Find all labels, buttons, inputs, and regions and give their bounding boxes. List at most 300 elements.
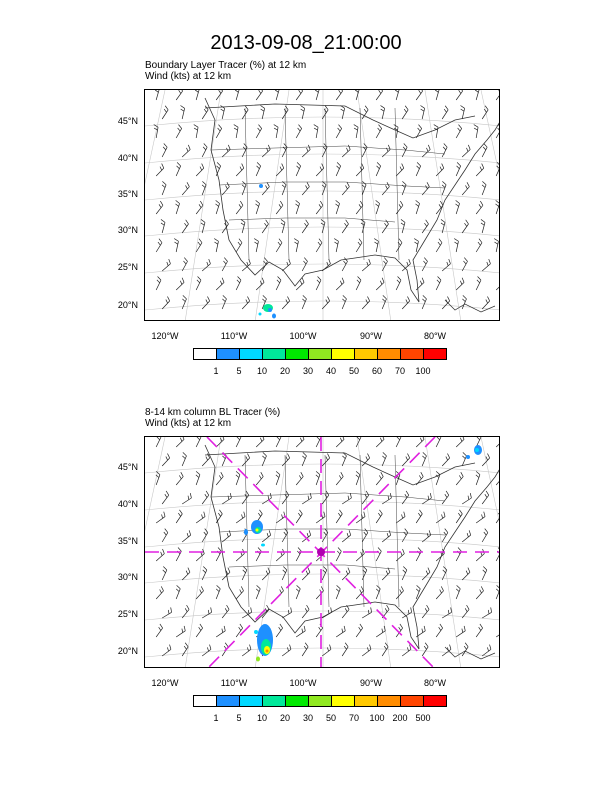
barb-shaft <box>336 514 342 523</box>
barb-shaft <box>482 612 491 618</box>
barb-flag <box>382 629 383 633</box>
wind-barb <box>396 437 401 447</box>
wind-barb <box>156 471 160 485</box>
barb-flag <box>407 647 408 651</box>
lat-label: 45°N <box>117 462 138 472</box>
barb-flag <box>225 608 227 611</box>
barb-flag <box>385 608 387 611</box>
barb-flag <box>261 472 263 476</box>
barb-flag <box>201 586 203 590</box>
barb-flag <box>406 491 409 495</box>
barb-flag <box>160 589 162 593</box>
barb-shaft <box>196 554 204 561</box>
barb-flag <box>170 645 171 650</box>
tracer-blob <box>261 544 265 547</box>
wind-barb <box>336 585 340 599</box>
barb-flag <box>299 475 301 478</box>
wind-barb <box>376 472 383 485</box>
barb-flag <box>457 585 461 588</box>
barb-flag <box>461 472 463 476</box>
barb-shaft <box>496 439 500 447</box>
barb-flag <box>346 571 348 575</box>
wind-barb <box>296 626 305 637</box>
wind-barb <box>356 512 365 523</box>
barb-shaft <box>356 628 362 637</box>
barb-shaft <box>296 631 305 637</box>
wind-barb <box>296 585 300 599</box>
barb-flag <box>251 607 252 612</box>
barb-flag <box>376 589 379 592</box>
barb-flag <box>288 610 289 614</box>
lon-label: 120°W <box>151 678 179 688</box>
barb-shaft <box>422 572 430 580</box>
barb-shaft <box>196 517 205 523</box>
barb-shaft <box>236 628 242 637</box>
barb-flag <box>363 566 366 570</box>
barb-flag <box>342 456 345 459</box>
wind-barb <box>282 607 291 618</box>
lat-label: 45°N <box>117 116 138 126</box>
barb-flag <box>282 514 283 518</box>
wind-barb <box>242 453 250 466</box>
barb-flag <box>356 471 360 474</box>
barb-flag <box>485 529 488 533</box>
barb-flag <box>486 491 489 495</box>
wind-barb <box>222 605 229 618</box>
wind-barb <box>196 624 202 637</box>
barb-flag <box>300 438 302 442</box>
barb-flag <box>206 457 208 461</box>
barb-flag <box>378 548 381 552</box>
barb-shaft <box>382 498 391 504</box>
barb-flag <box>350 493 351 498</box>
barb-flag <box>404 512 405 517</box>
barb-flag <box>480 589 482 593</box>
barb-shaft <box>322 649 331 656</box>
wind-barb <box>296 548 301 561</box>
barb-flag <box>267 533 268 537</box>
barb-flag <box>480 624 483 628</box>
wind-barb <box>362 607 371 618</box>
barb-flag <box>296 589 299 592</box>
barb-flag <box>182 629 183 633</box>
barb-shaft <box>376 514 382 523</box>
barb-flag <box>406 457 408 461</box>
wind-barb <box>376 510 382 523</box>
wind-barb <box>336 626 345 637</box>
wind-barb <box>216 548 221 561</box>
barb-shaft <box>162 495 169 504</box>
barb-flag <box>225 643 228 647</box>
barb-flag <box>202 514 203 518</box>
tracer-blob <box>254 630 258 634</box>
wind-barb <box>482 645 491 656</box>
barb-flag <box>443 570 446 573</box>
barb-flag <box>301 472 303 476</box>
wind-barb <box>296 437 304 447</box>
barb-flag <box>171 607 172 612</box>
barb-shaft <box>456 439 464 447</box>
barb-flag <box>403 570 406 573</box>
wind-barb <box>276 549 284 561</box>
wind-barb <box>422 530 431 542</box>
barb-flag <box>400 589 402 593</box>
barb-flag <box>283 570 286 573</box>
lon-label: 110°W <box>220 678 248 688</box>
wind-barb <box>482 607 491 618</box>
barb-flag <box>281 586 283 590</box>
lat-gridline <box>145 538 500 547</box>
wind-barb <box>456 472 463 485</box>
barb-shaft <box>296 439 304 447</box>
barb-flag <box>424 646 426 649</box>
barb-flag <box>360 624 363 628</box>
barb-flag <box>199 627 201 630</box>
colorbar-label: 100 <box>369 713 385 723</box>
wind-barb <box>336 510 342 523</box>
barb-shaft <box>202 458 210 466</box>
barb-flag <box>260 438 262 442</box>
wind-barb <box>156 549 164 561</box>
barb-shaft <box>302 609 309 618</box>
barb-flag <box>189 530 191 535</box>
barb-shaft <box>216 631 225 637</box>
wind-barb <box>262 530 271 542</box>
wind-barb <box>442 645 451 656</box>
barb-flag <box>167 647 168 651</box>
barb-flag <box>368 610 369 614</box>
wind-barb <box>442 529 448 542</box>
colorbar-swatch <box>216 695 240 707</box>
barb-flag <box>297 585 301 588</box>
wind-barb <box>356 624 362 637</box>
wind-barb <box>276 471 280 485</box>
colorbar-swatch <box>262 695 286 707</box>
wind-barb <box>436 471 440 485</box>
barb-flag <box>367 453 369 457</box>
barb-flag <box>204 512 205 517</box>
wind-barb <box>316 586 323 599</box>
barb-flag <box>206 491 209 495</box>
barb-flag <box>487 453 489 457</box>
wind-barb <box>482 491 489 504</box>
barb-shaft <box>416 514 422 523</box>
barb-flag <box>205 494 207 497</box>
barb-shaft <box>196 628 202 637</box>
wind-barb <box>422 493 431 504</box>
barb-flag <box>276 471 280 474</box>
barb-flag <box>387 533 388 537</box>
barb-flag <box>227 605 230 609</box>
barb-flag <box>287 453 289 457</box>
barb-shaft <box>156 554 164 561</box>
barb-flag <box>379 510 382 514</box>
barb-flag <box>485 494 487 497</box>
barb-shaft <box>162 458 170 466</box>
wind-barb <box>462 568 470 580</box>
barb-flag <box>400 624 403 628</box>
barb-flag <box>259 510 262 514</box>
barb-flag <box>403 566 406 570</box>
barb-flag <box>356 475 359 478</box>
barb-flag <box>302 456 305 459</box>
colorbar-label: 1 <box>213 366 219 376</box>
barb-flag <box>266 571 268 575</box>
barb-flag <box>377 585 381 588</box>
barb-flag <box>186 571 188 575</box>
barb-flag <box>427 533 428 537</box>
barb-shaft <box>276 628 282 637</box>
barb-flag <box>307 533 308 537</box>
barb-flag <box>421 472 423 476</box>
barb-shaft <box>162 612 171 618</box>
barb-shaft <box>356 517 365 523</box>
barb-flag <box>305 643 308 647</box>
barb-flag <box>459 510 462 514</box>
barb-flag <box>466 571 468 575</box>
panel-title-line1: 8-14 km column BL Tracer (%) <box>145 407 281 418</box>
barb-flag <box>163 570 166 573</box>
barb-flag <box>407 453 409 457</box>
barb-flag <box>218 513 220 516</box>
wind-barb <box>362 453 370 466</box>
barb-flag <box>316 475 319 478</box>
barb-shaft <box>442 495 449 504</box>
wind-barb <box>422 452 426 466</box>
wind-barb <box>322 645 331 656</box>
wind-barb <box>276 624 282 637</box>
barb-flag <box>467 605 470 609</box>
wind-barb <box>156 437 161 447</box>
wind-barb <box>496 585 500 599</box>
barb-flag <box>197 437 200 440</box>
barb-flag <box>159 627 161 630</box>
barb-flag <box>163 549 165 554</box>
wind-barb <box>456 548 461 561</box>
barb-shaft <box>356 554 364 561</box>
barb-shaft <box>462 647 468 656</box>
barb-shaft <box>242 649 251 656</box>
barb-flag <box>287 647 288 651</box>
wind-barb <box>402 566 407 580</box>
wind-barb <box>342 493 351 504</box>
barb-flag <box>165 529 168 533</box>
barb-flag <box>224 626 225 631</box>
wind-barb <box>162 529 168 542</box>
wind-barb <box>476 471 480 485</box>
barb-flag <box>326 491 329 495</box>
barb-flag <box>499 510 500 514</box>
barb-flag <box>390 493 391 498</box>
barb-shaft <box>236 475 240 485</box>
barb-flag <box>437 437 440 440</box>
colorbar-label: 5 <box>236 713 242 723</box>
barb-flag <box>302 437 304 439</box>
barb-flag <box>418 513 420 516</box>
barb-flag <box>262 437 264 439</box>
barb-flag <box>176 589 179 592</box>
tracer-blob <box>475 448 479 452</box>
colorbar-label: 40 <box>325 366 336 376</box>
barb-flag <box>183 452 187 455</box>
barb-flag <box>247 647 248 651</box>
barb-flag <box>161 552 162 556</box>
colorbar-label: 30 <box>302 366 313 376</box>
barb-shaft <box>476 475 480 485</box>
barb-flag <box>488 610 489 614</box>
barb-flag <box>187 605 190 609</box>
barb-flag <box>269 530 271 535</box>
wind-barb <box>282 645 291 656</box>
colorbar-label: 50 <box>325 713 336 723</box>
barb-flag <box>427 605 430 609</box>
barb-shaft <box>216 477 223 485</box>
wind-barb <box>396 512 405 523</box>
wind-barb <box>496 626 500 637</box>
wind-barb <box>302 605 309 618</box>
barb-flag <box>462 437 464 439</box>
barb-flag <box>468 496 469 500</box>
wind-barb <box>456 437 464 447</box>
barb-flag <box>324 512 325 517</box>
barb-flag <box>483 566 486 570</box>
barb-flag <box>163 566 166 570</box>
barb-shaft <box>456 631 465 637</box>
barb-flag <box>184 626 185 631</box>
wind-barb <box>436 437 441 447</box>
barb-shaft <box>302 572 310 580</box>
barb-flag <box>482 514 483 518</box>
barb-flag <box>423 452 427 455</box>
barb-flag <box>403 549 405 554</box>
barb-shaft <box>396 591 403 599</box>
wind-barb <box>182 568 190 580</box>
barb-flag <box>227 533 228 537</box>
barb-shaft <box>476 554 484 561</box>
barb-flag <box>402 514 403 518</box>
barb-flag <box>298 513 300 516</box>
barb-flag <box>307 605 310 609</box>
lat-gridline <box>145 501 500 510</box>
barb-flag <box>487 647 488 651</box>
wind-barb <box>242 645 251 656</box>
wind-barb <box>162 607 171 618</box>
barb-flag <box>316 471 320 474</box>
barb-flag <box>237 437 240 440</box>
barb-flag <box>459 475 461 478</box>
barb-flag <box>339 510 342 514</box>
barb-shaft <box>156 517 165 523</box>
wind-barb <box>376 626 385 637</box>
barb-shaft <box>196 475 200 485</box>
lat-label: 20°N <box>117 300 138 310</box>
barb-flag <box>458 548 461 552</box>
barb-shaft <box>216 439 224 447</box>
wind-barb <box>282 491 289 504</box>
barb-shaft <box>482 495 489 504</box>
barb-flag <box>200 624 203 628</box>
barb-shaft <box>156 591 163 599</box>
barb-flag <box>250 645 251 650</box>
barb-flag <box>444 512 445 517</box>
wind-barb <box>376 437 384 447</box>
wind-barb <box>242 491 249 504</box>
wind-barb <box>436 624 442 637</box>
barb-shaft <box>476 517 485 523</box>
barb-flag <box>405 529 408 533</box>
barb-shaft <box>356 475 360 485</box>
wind-barb <box>216 585 220 599</box>
barb-flag <box>464 626 465 631</box>
barb-flag <box>268 496 269 500</box>
wind-barb <box>176 548 181 561</box>
barb-flag <box>240 624 243 628</box>
wind-barb <box>202 491 209 504</box>
barb-flag <box>280 589 282 593</box>
wind-barb <box>162 566 167 580</box>
colorbar-label: 10 <box>256 713 267 723</box>
wind-barb <box>302 643 308 656</box>
state-line <box>229 565 395 569</box>
wind-barb <box>156 624 162 637</box>
barb-flag <box>324 532 326 535</box>
wind-barb <box>456 626 465 637</box>
barb-flag <box>167 453 169 457</box>
wind-barb <box>236 471 240 485</box>
barb-flag <box>240 589 242 593</box>
barb-flag <box>348 496 349 500</box>
wind-barb <box>176 510 182 523</box>
wind-barb <box>162 453 170 466</box>
barb-flag <box>188 496 189 500</box>
barb-flag <box>349 530 351 535</box>
wind-barb <box>402 645 411 656</box>
barb-flag <box>258 513 260 516</box>
barb-flag <box>440 624 443 628</box>
barb-flag <box>185 643 188 647</box>
barb-flag <box>430 493 431 498</box>
wind-barb <box>476 586 483 599</box>
wind-barb <box>356 437 361 447</box>
barb-flag <box>165 494 167 497</box>
barb-flag <box>283 566 286 570</box>
barb-flag <box>302 629 303 633</box>
wind-barb <box>356 586 363 599</box>
barb-flag <box>263 452 267 455</box>
barb-shaft <box>442 458 450 466</box>
barb-flag <box>399 627 401 630</box>
wind-barb <box>336 437 344 447</box>
tracer-blob <box>466 455 470 459</box>
barb-flag <box>336 589 339 592</box>
barb-shaft <box>436 591 443 599</box>
wind-barb <box>162 645 171 656</box>
wind-barb <box>316 471 320 485</box>
colorbar-label: 1 <box>213 713 219 723</box>
wind-barb <box>182 452 186 466</box>
barb-flag <box>243 566 246 570</box>
barb-flag <box>179 510 182 514</box>
barb-flag <box>184 646 186 649</box>
wind-barb <box>416 585 420 599</box>
colorbar-label: 50 <box>348 366 359 376</box>
barb-flag <box>444 532 446 535</box>
barb-flag <box>344 626 345 631</box>
barb-flag <box>217 585 221 588</box>
barb-flag <box>218 548 221 552</box>
wind-barb <box>376 548 381 561</box>
wind-barb <box>416 510 422 523</box>
